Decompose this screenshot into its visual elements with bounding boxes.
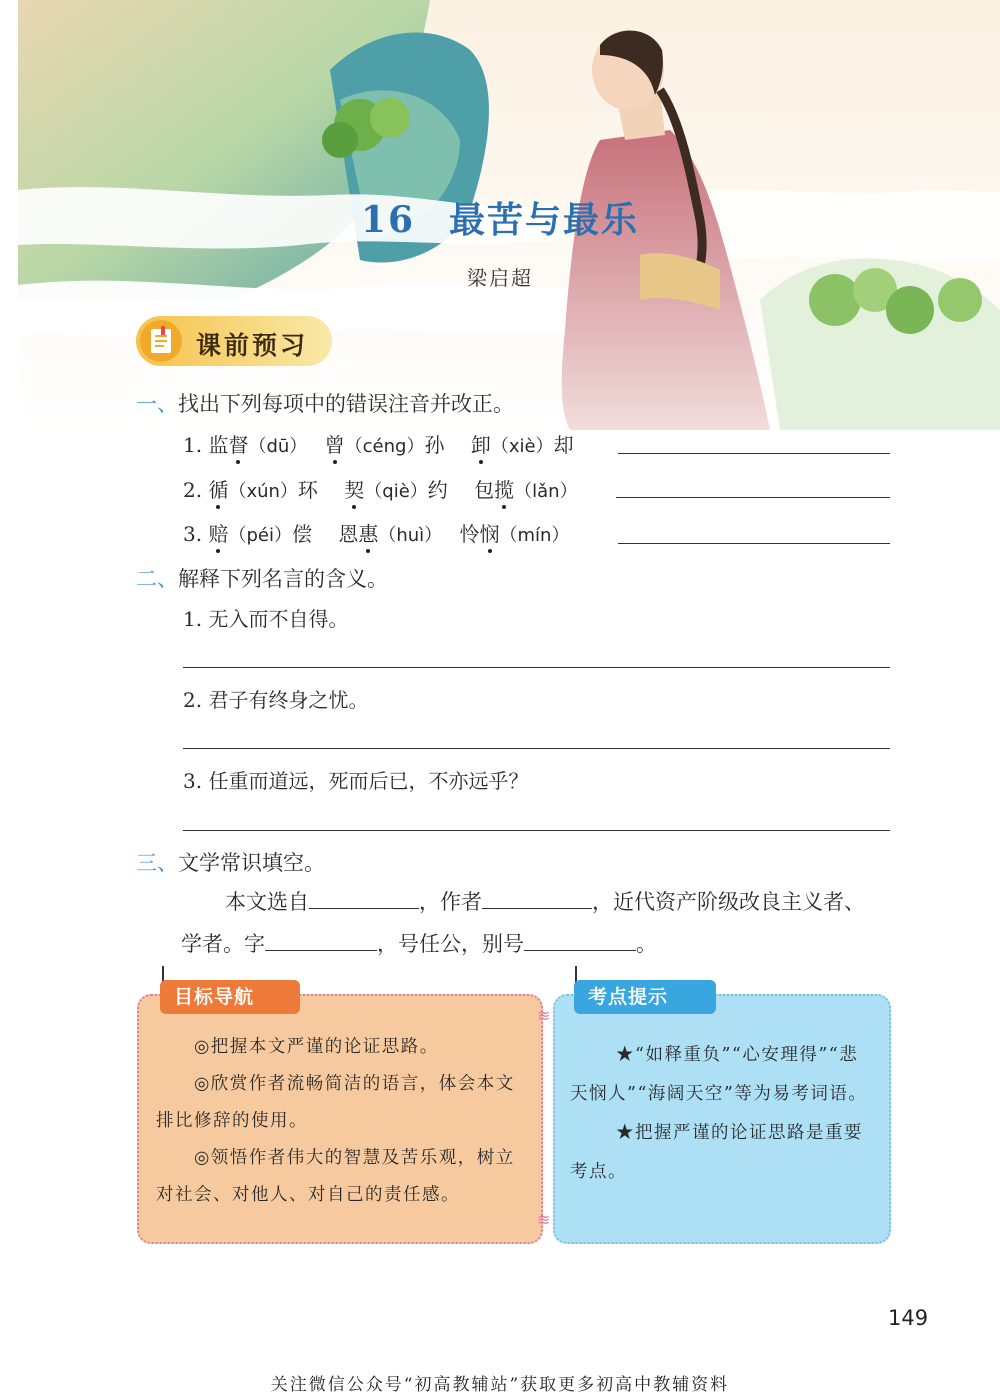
character: 揽 <box>494 478 515 502</box>
character: 包 <box>474 478 495 502</box>
maxim-item-2: 2. 君子有终身之忧。 <box>183 688 369 712</box>
character: 契 <box>344 478 365 502</box>
character: 监 <box>208 433 229 457</box>
blank-author[interactable] <box>482 888 592 909</box>
goals-label: 目标导航 <box>174 986 255 1008</box>
spiral-clip-icon: ≋ <box>537 1210 551 1229</box>
blank-alias[interactable] <box>524 930 636 951</box>
fill-text-5: ，号任公，别号 <box>377 932 524 956</box>
spiral-clip-icon: ≋ <box>537 1006 551 1025</box>
footer-note: 关注微信公众号“初高教辅站”获取更多初高中教辅资料 <box>270 1375 730 1395</box>
section-1-number: 一、 <box>136 392 178 416</box>
fill-text-6: 。 <box>636 932 657 956</box>
character: 环 <box>297 478 318 502</box>
character: 怜 <box>459 522 480 546</box>
page-number: 149 <box>888 1306 929 1330</box>
pinyin: （xiè） <box>490 436 554 457</box>
fill-paragraph-line-2 <box>181 928 657 958</box>
pinyin-row-3 <box>183 518 569 547</box>
goal-item-1: ◎把握本文严谨的论证思路。 <box>194 1037 439 1057</box>
lesson-title-text: 最苦与最乐 <box>449 199 640 241</box>
pinyin: （lǎn） <box>514 481 578 502</box>
character: 却 <box>553 433 574 457</box>
section-2-heading <box>136 563 388 593</box>
spacer <box>298 433 324 457</box>
maxim-answer-line-1[interactable] <box>183 667 890 668</box>
item-number: 1. <box>183 433 209 457</box>
character: 曾 <box>324 433 345 457</box>
maxim-answer-line-2[interactable] <box>183 748 890 749</box>
section-1-text: 找出下列每项中的错误注音并改正。 <box>178 392 514 416</box>
lesson-author: 梁启超 <box>467 266 533 290</box>
character: 偿 <box>291 522 312 546</box>
goals-tag <box>160 980 300 1014</box>
pinyin: （xún） <box>228 481 298 502</box>
character: 孙 <box>424 433 445 457</box>
goals-text <box>156 1029 528 1214</box>
answer-line-3[interactable] <box>618 543 890 544</box>
item-number: 2. <box>183 478 209 502</box>
character: 恩 <box>338 522 359 546</box>
tips-label: 考点提示 <box>588 986 669 1008</box>
pinyin: （péi） <box>228 525 292 546</box>
fill-text-3: ，近代资产阶级改良主义者、 <box>592 890 865 914</box>
character: 惠 <box>358 522 379 546</box>
character: 赔 <box>208 522 229 546</box>
character: 悯 <box>479 522 500 546</box>
spacer <box>318 478 344 502</box>
goal-item-3: ◎领悟作者伟大的智慧及苦乐观，树立对社会、对他人、对自己的责任感。 <box>156 1148 515 1205</box>
maxim-item-3: 3. 任重而道远，死而后已，不亦远乎？ <box>183 769 529 793</box>
answer-line-1[interactable] <box>618 453 890 454</box>
pinyin-row-2 <box>183 474 578 503</box>
spacer <box>448 478 474 502</box>
goal-item-2: ◎欣赏作者流畅简洁的语言，体会本文排比修辞的使用。 <box>156 1074 515 1131</box>
pinyin: （dū） <box>248 436 299 457</box>
tip-item-2: ★把握严谨的论证思路是重要考点。 <box>570 1123 863 1182</box>
pinyin: （huì） <box>378 525 434 546</box>
section-2-number: 二、 <box>136 567 178 591</box>
spacer <box>312 522 338 546</box>
section-1-heading <box>136 388 514 418</box>
section-3-text: 文学常识填空。 <box>178 851 325 875</box>
fill-paragraph-line-1 <box>225 886 865 916</box>
tip-item-1: ★“如释重负”“心安理得”“悲天悯人”“海阔天空”等为易考词语。 <box>570 1045 868 1104</box>
maxim-item-1: 1. 无入而不自得。 <box>183 607 349 631</box>
section-3-number: 三、 <box>136 851 178 875</box>
item-number: 3. <box>183 522 209 546</box>
tips-tag <box>574 980 716 1014</box>
pinyin: （qiè） <box>364 481 428 502</box>
lesson-title <box>0 192 1000 243</box>
pinyin: （mín） <box>499 525 570 546</box>
section-2-text: 解释下列名言的含义。 <box>178 567 388 591</box>
spacer <box>433 522 459 546</box>
blank-source[interactable] <box>309 888 419 909</box>
pinyin-row-1 <box>183 429 574 458</box>
book-icon <box>140 320 182 362</box>
character: 卸 <box>470 433 491 457</box>
preview-label: 课前预习 <box>196 331 309 360</box>
character: 约 <box>427 478 448 502</box>
tips-text <box>570 1036 876 1192</box>
character: 督 <box>228 433 249 457</box>
section-3-heading <box>136 847 325 877</box>
blank-courtesy-name[interactable] <box>265 930 377 951</box>
preview-badge <box>136 316 332 366</box>
maxim-answer-line-3[interactable] <box>183 830 890 831</box>
fill-text-2: ，作者 <box>419 890 482 914</box>
answer-line-2[interactable] <box>616 497 890 498</box>
pinyin: （céng） <box>344 436 425 457</box>
fill-text-1: 本文选自 <box>225 890 309 914</box>
lesson-number: 16 <box>360 199 416 241</box>
character: 循 <box>208 478 229 502</box>
spacer <box>444 433 470 457</box>
fill-text-4: 学者。字 <box>181 932 265 956</box>
